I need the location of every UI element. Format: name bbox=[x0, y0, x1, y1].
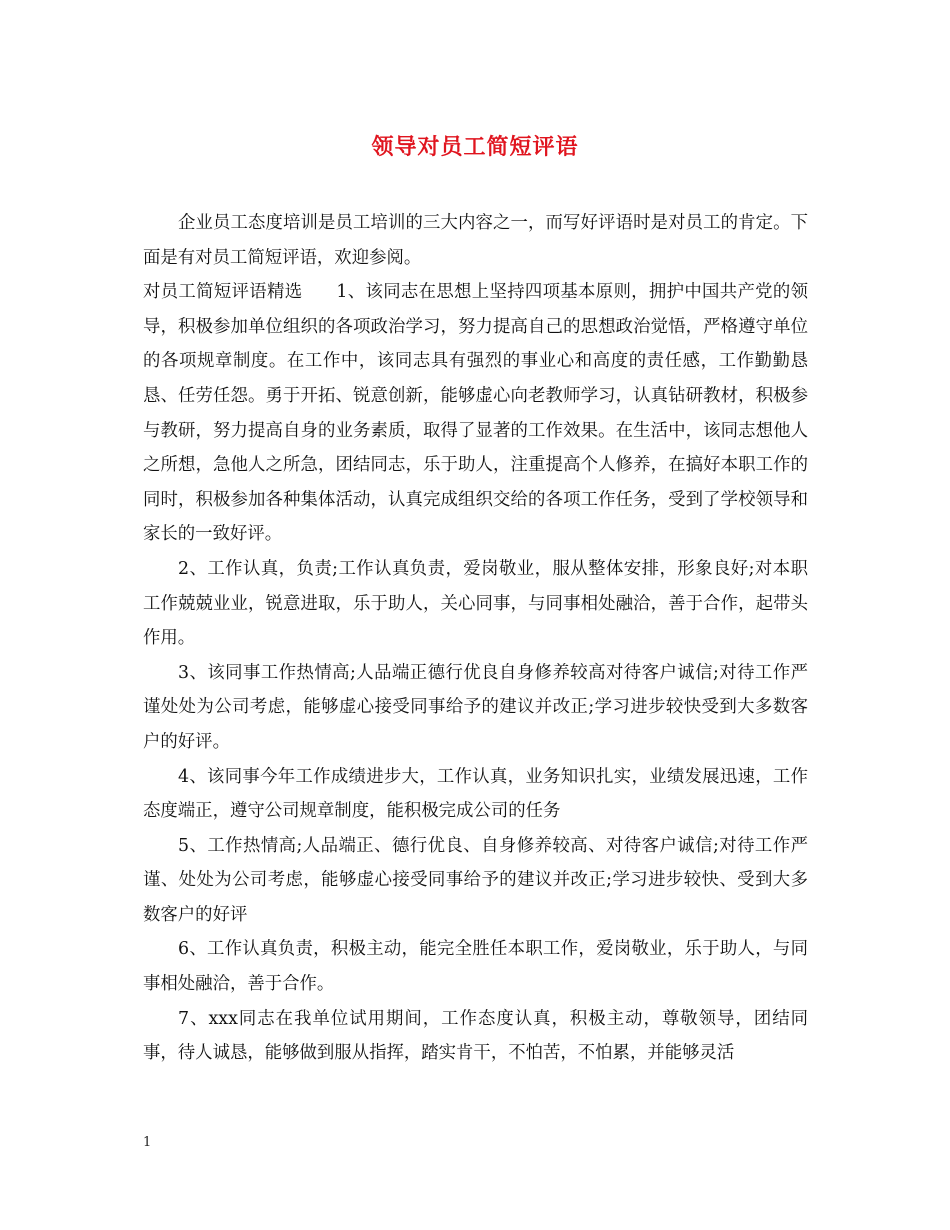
intro-paragraph: 企业员工态度培训是员工培训的三大内容之一，而写好评语时是对员工的肯定。下面是有对员工简短评语，欢迎参阅。 bbox=[143, 213, 808, 268]
paragraph-6: 6、工作认真负责，积极主动，能完全胜任本职工作，爱岗敬业，乐于助人，与同事相处融洽，善于合作。 bbox=[143, 939, 808, 995]
paragraph-1: 1、该同志在思想上坚持四项基本原则，拥护中国共产党的领导，积极参加单位组织的各项政治学习，努力提高自己的思想政治觉悟，严格遵守单位的各项规章制度。在工作中，该同志具有强烈的事业心和高度的责任感，工作勤勤恳恳、任劳任怨。勇于开拓、锐意创新，能够虚心向老教师学习，认真钻研教材，积极参与教研，努力提高自身的业务素质，取得了显著的工作效果。在生活中，该同志想他人之所想，急他人之所急，团结同志，乐于助人，注重提高个人修养，在搞好本职工作的同时，积极参加各种集体活动，认真完成组织交给的各项工作任务，受到了学校领导和家长的一致好评。 bbox=[143, 282, 808, 545]
paragraph-5: 5、工作热情高;人品端正、德行优良、自身修养较高、对待客户诚信;对待工作严谨、处处为公司考虑，能够虚心接受同事给予的建议并改正;学习进步较快、受到大多数客户的好评 bbox=[143, 835, 808, 925]
paragraph-2: 2、工作认真，负责;工作认真负责，爱岗敬业，服从整体安排，形象良好;对本职工作兢兢业业，锐意进取，乐于助人，关心同事，与同事相处融洽，善于合作，起带头作用。 bbox=[143, 558, 808, 649]
page-number: 1 bbox=[143, 1135, 152, 1150]
document-title: 领导对员工简短评语 bbox=[371, 134, 579, 160]
section-heading: 对员工简短评语精选 bbox=[143, 282, 303, 303]
document-body bbox=[143, 206, 808, 1071]
paragraph-3: 3、该同事工作热情高;人品端正德行优良自身修养较高对待客户诚信;对待工作严谨处处为公司考虑，能够虚心接受同事给予的建议并改正;学习进步较快受到大多数客户的好评。 bbox=[143, 662, 808, 752]
paragraph-7: 7、xxx同志在我单位试用期间，工作态度认真，积极主动，尊敬领导，团结同事，待人诚恳，能够做到服从指挥，踏实肯干，不怕苦，不怕累，并能够灵活 bbox=[143, 1008, 808, 1064]
section-paragraph bbox=[143, 275, 808, 552]
paragraph-4: 4、该同事今年工作成绩进步大，工作认真，业务知识扎实，业绩发展迅速，工作态度端正，遵守公司规章制度，能积极完成公司的任务 bbox=[143, 766, 808, 822]
